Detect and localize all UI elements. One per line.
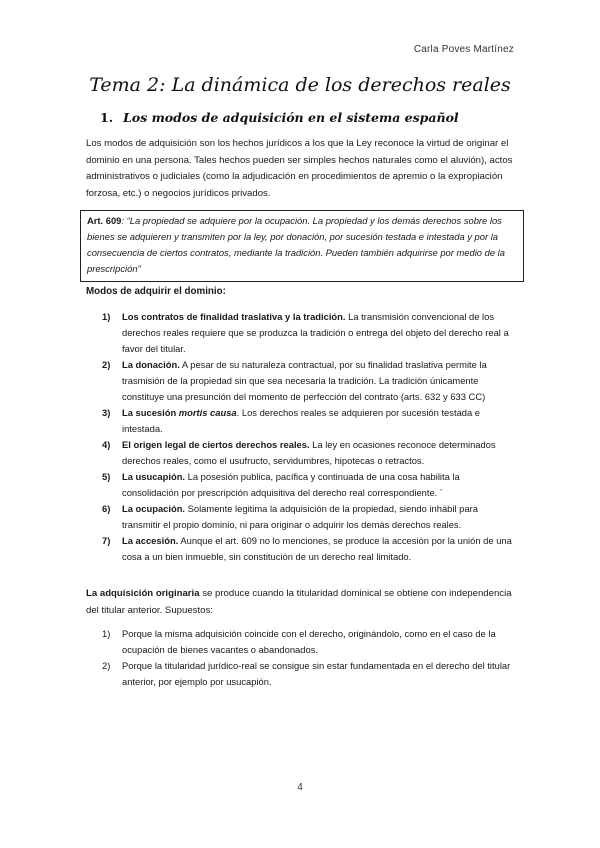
- list-item: [102, 533, 518, 565]
- list-item-text: La posesión publica, pacífica y continuada de una cosa habilita la consolidación por prescripción adquisitiva del derecho real correspondiente. ´: [122, 471, 460, 498]
- page-number: 4: [297, 782, 303, 793]
- section-title: Los modos de adquisición en el sistema español: [123, 110, 459, 125]
- original-acquisition-text: se produce cuando la titularidad dominical se obtiene con independencia del titular anterior. Supuestos:: [86, 588, 512, 616]
- list-item-number: 2): [102, 660, 111, 671]
- list-item-number: 6): [102, 503, 111, 514]
- list-item-number: 3): [102, 407, 111, 418]
- list-item-term: Los contratos de finalidad traslativa y la tradición.: [122, 311, 346, 322]
- list-item-term: La sucesión: [122, 407, 179, 418]
- article-label: Art. 609: [87, 215, 122, 226]
- intro-paragraph: Los modos de adquisición son los hechos jurídicos a los que la Ley reconoce la virtud de originar el dominio en una persona. Tales hechos pueden ser simples hechos naturales como el aluvión), actos administrativos o judiciales (como la adjudicación en procedimientos de apremio o la expropiación forzosa, etc.) o negocios jurídicos privados.: [86, 138, 513, 199]
- cases-list: [102, 626, 518, 690]
- list-item: [102, 469, 518, 501]
- section-heading: [100, 110, 459, 125]
- list-item-number: 1): [102, 311, 111, 322]
- list-item-text: A pesar de su naturaleza contractual, por su finalidad traslativa permite la trasmisión de la propiedad sin que sea necesaria la tradición. La tradición únicamente constituye una presunción del momento de perfección del contrato (arts. 632 y 633 CC): [122, 359, 487, 402]
- list-item-term-italic: mortis causa: [178, 407, 237, 418]
- list-item-text: Aunque el art. 609 no lo menciones, se produce la accesión por la unión de una cosa a un bien inmueble, sin constitución de un derecho real limitado.: [122, 535, 512, 562]
- list-item: [102, 357, 518, 405]
- original-acquisition-paragraph: [86, 586, 516, 619]
- list-item: [102, 658, 518, 690]
- list-item-term: La usucapión.: [122, 471, 186, 482]
- list-item-term: La ocupación.: [122, 503, 186, 514]
- header-author: Carla Poves Martínez: [413, 44, 514, 55]
- list-item: [102, 405, 518, 437]
- article-quote-text: : “La propiedad se adquiere por la ocupación. La propiedad y los demás derechos sobre los bienes se adquieren y transmiten por la ley, por donación, por sucesión testada e intestada y por la consecuencia de ciertos contratos, mediante la tradición. Pueden también adquirirse por medio de la prescripción”: [87, 215, 505, 274]
- list-item-number: 1): [102, 628, 111, 639]
- list-item-text: Porque la titularidad jurídico-real se consigue sin estar fundamentada en el derecho del titular anterior, por ejemplo por usucapión.: [122, 660, 511, 687]
- section-number: 1.: [100, 110, 114, 125]
- page-title: Tema 2: La dinámica de los derechos reales: [89, 74, 511, 96]
- list-item-text: La transmisión convencional de los derechos reales requiere que se produzca la tradición o entrega del objeto del derecho real a favor del titular.: [122, 311, 509, 354]
- list-item: [102, 309, 518, 357]
- list-item-term: La donación.: [122, 359, 180, 370]
- list-item-term: El origen legal de ciertos derechos reales.: [122, 439, 310, 450]
- list-item-text: Porque la misma adquisición coincide con el derecho, originándolo, como en el caso de la ocupación de bienes vacantes o abandonados.: [122, 628, 496, 655]
- list-item-number: 5): [102, 471, 111, 482]
- list-item-number: 2): [102, 359, 111, 370]
- list-item: [102, 501, 518, 533]
- list-item-number: 7): [102, 535, 111, 546]
- list-item-text: Solamente legitima la adquisición de la propiedad, siendo inhábil para transmitir el propio dominio, ni para originar o adquirir los demás derechos reales.: [122, 503, 478, 530]
- list-item-term: La accesión.: [122, 535, 179, 546]
- list-item: [102, 626, 518, 658]
- modes-list: [102, 309, 518, 565]
- article-quote-box: [80, 210, 524, 282]
- modes-heading: Modos de adquirir el dominio:: [86, 286, 226, 297]
- list-item-text: . Los derechos reales se adquieren por sucesión testada e intestada.: [122, 407, 481, 434]
- list-item-text: La ley en ocasiones reconoce determinados derechos reales, como el usufructo, servidumbres, hipotecas o retractos.: [122, 439, 496, 466]
- original-acquisition-term: La adquisición originaria: [86, 588, 200, 599]
- list-item: [102, 437, 518, 469]
- list-item-number: 4): [102, 439, 111, 450]
